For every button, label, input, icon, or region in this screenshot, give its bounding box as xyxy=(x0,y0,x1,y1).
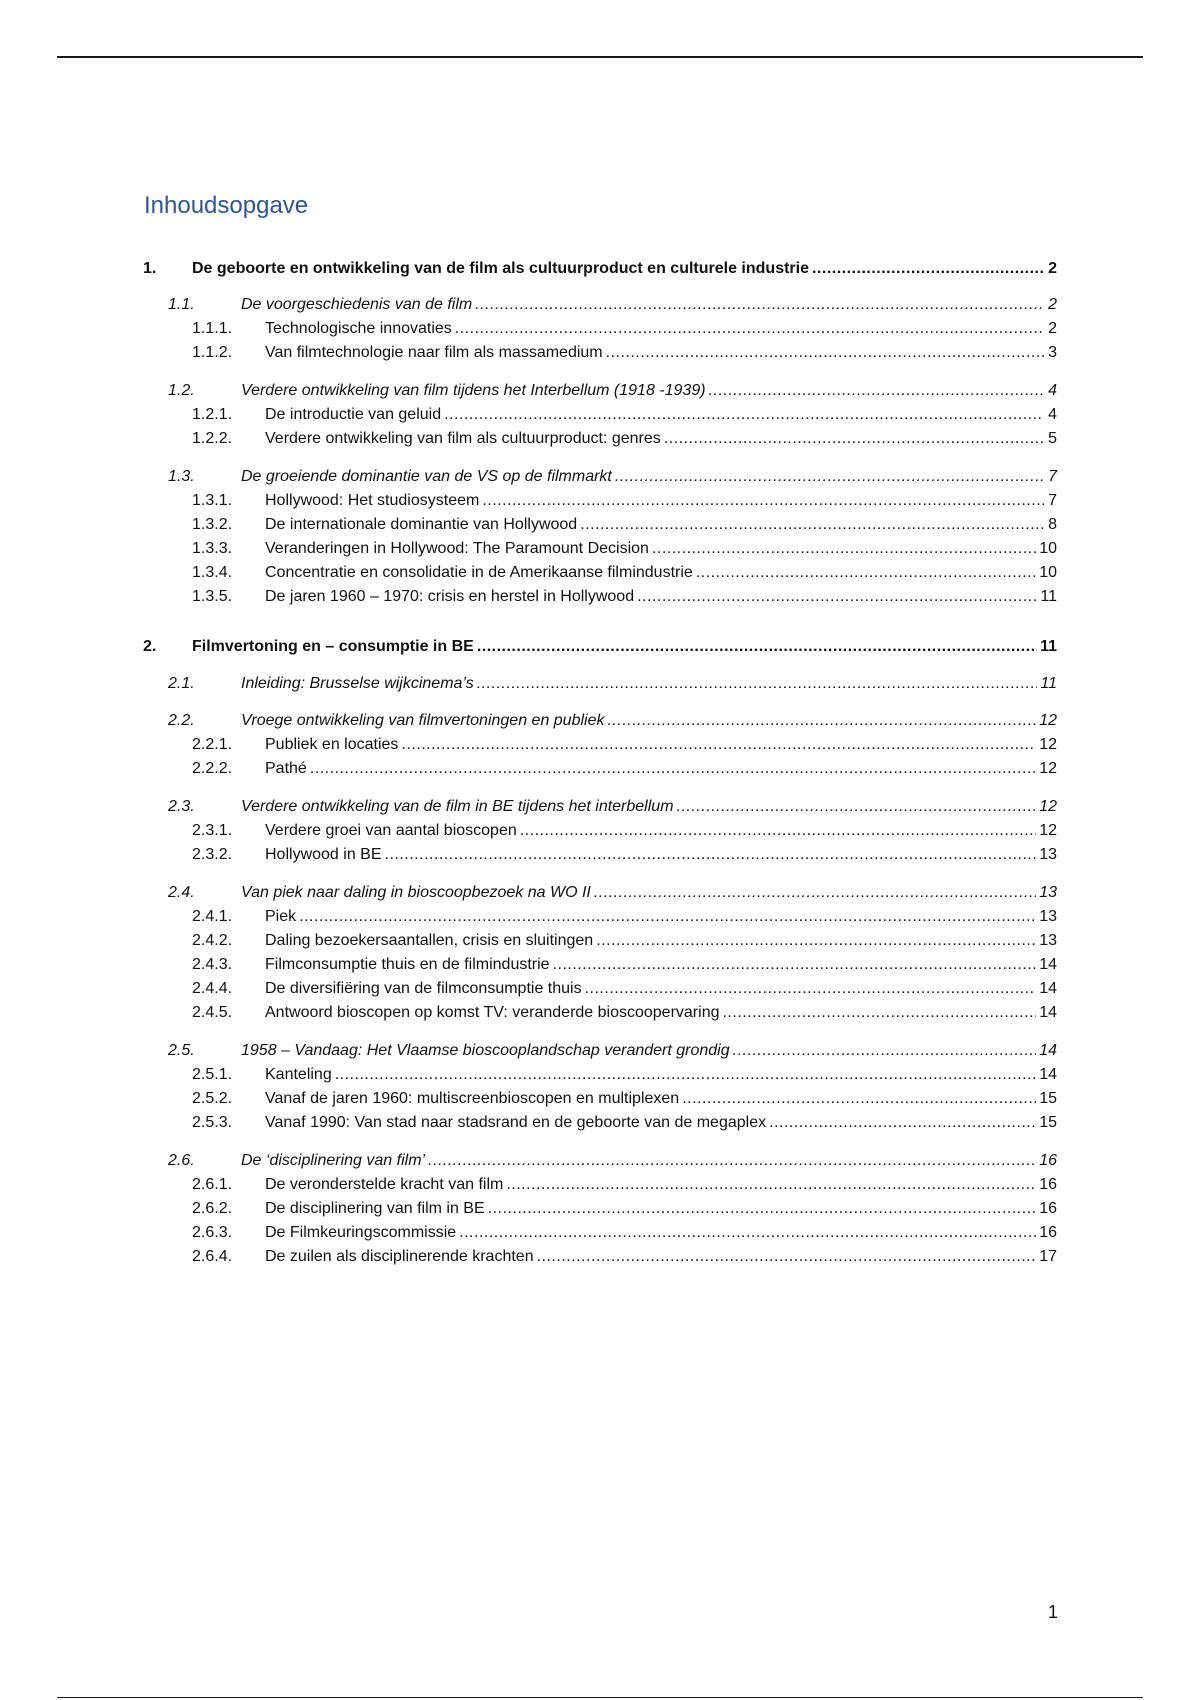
toc-entry-title: De Filmkeuringscommissie xyxy=(265,1224,457,1241)
toc-entry[interactable] xyxy=(0,758,1200,780)
toc-entry-number: 2.4.3. xyxy=(192,956,233,973)
toc-entry[interactable] xyxy=(0,466,1200,488)
toc-entry-number: 1.3.5. xyxy=(192,588,233,605)
dot-leader xyxy=(733,1040,1037,1062)
toc-entry-title: Verdere groei van aantal bioscopen xyxy=(265,822,517,839)
toc-entry[interactable] xyxy=(0,636,1200,658)
toc-entry-page: 13 xyxy=(1039,884,1057,901)
footer-rule xyxy=(57,1697,1143,1698)
toc-entry[interactable] xyxy=(0,514,1200,536)
toc-entry-title: De veronderstelde kracht van film xyxy=(265,1176,504,1193)
toc-entry-title: De voorgeschiedenis van de film xyxy=(241,296,473,313)
toc-entry-number: 1.1.1. xyxy=(192,320,233,337)
toc-entry-page: 13 xyxy=(1039,932,1057,949)
toc-entry-number: 2.2. xyxy=(168,712,195,729)
toc-entry-title: Verdere ontwikkeling van film tijdens het Interbellum (1918 -1939) xyxy=(241,382,706,399)
toc-entry-title: Kanteling xyxy=(265,1066,332,1083)
toc-entry-number: 2.4. xyxy=(168,884,195,901)
toc-entry-number: 1.2. xyxy=(168,382,195,399)
toc-entry[interactable] xyxy=(0,1150,1200,1172)
dot-leader xyxy=(477,636,1037,658)
dot-leader xyxy=(709,380,1044,402)
dot-leader xyxy=(335,1064,1036,1086)
toc-entry-title: De diversifiëring van de filmconsumptie thuis xyxy=(265,980,582,997)
toc-entry[interactable] xyxy=(0,978,1200,1000)
toc-entry[interactable] xyxy=(0,562,1200,584)
toc-entry-page: 15 xyxy=(1039,1114,1057,1131)
toc-entry-title: 1958 – Vandaag: Het Vlaamse bioscooplandschap verandert grondig xyxy=(241,1042,730,1059)
toc-entry-page: 2 xyxy=(1048,296,1057,313)
dot-leader xyxy=(310,758,1036,780)
toc-entry-page: 11 xyxy=(1040,588,1057,605)
toc-entry-title: Technologische innovaties xyxy=(265,320,452,337)
toc-entry[interactable] xyxy=(0,1198,1200,1220)
toc-entry[interactable] xyxy=(0,1040,1200,1062)
toc-entry[interactable] xyxy=(0,294,1200,316)
dot-leader xyxy=(553,954,1037,976)
toc-entry[interactable] xyxy=(0,538,1200,560)
toc-entry-page: 4 xyxy=(1048,406,1057,423)
toc-entry-title: De jaren 1960 – 1970: crisis en herstel in Hollywood xyxy=(265,588,635,605)
toc-entry-title: Vanaf 1990: Van stad naar stadsrand en de geboorte van de megaplex xyxy=(265,1114,767,1131)
toc-entry-number: 2.6. xyxy=(168,1152,195,1169)
dot-leader xyxy=(459,1222,1036,1244)
toc-entry-page: 5 xyxy=(1048,430,1057,447)
toc-entry-title: Verdere ontwikkeling van de film in BE tijdens het interbellum xyxy=(241,798,674,815)
toc-entry-page: 10 xyxy=(1039,540,1057,557)
dot-leader xyxy=(722,1002,1036,1024)
toc-entry[interactable] xyxy=(0,342,1200,364)
toc-entry-title: De geboorte en ontwikkeling van de film als cultuurproduct en culturele industrie xyxy=(192,260,809,277)
toc-entry[interactable] xyxy=(0,820,1200,842)
page-number: 1 xyxy=(1047,1602,1058,1622)
toc-entry-page: 16 xyxy=(1039,1176,1057,1193)
toc-entry-number: 1.3.1. xyxy=(192,492,233,509)
toc-entry-number: 1.2.2. xyxy=(192,430,233,447)
toc-entry-page: 15 xyxy=(1039,1090,1057,1107)
toc-entry-title: Antwoord bioscopen op komst TV: veranderde bioscoopervaring xyxy=(265,1004,720,1021)
toc-entry-page: 12 xyxy=(1039,736,1057,753)
dot-leader xyxy=(596,930,1036,952)
toc-entry-title: Pathé xyxy=(265,760,307,777)
toc-entry-page: 10 xyxy=(1039,564,1057,581)
dot-leader xyxy=(537,1246,1037,1268)
toc-entry[interactable] xyxy=(0,1112,1200,1134)
toc-entry-title: Filmconsumptie thuis en de filmindustrie xyxy=(265,956,550,973)
toc-entry-number: 2.5.2. xyxy=(192,1090,233,1107)
toc-entry-page: 14 xyxy=(1039,980,1057,997)
toc-entry-number: 1.2.1. xyxy=(192,406,233,423)
dot-leader xyxy=(682,1088,1036,1110)
toc-entry-number: 1.3.3. xyxy=(192,540,233,557)
toc-entry[interactable] xyxy=(0,954,1200,976)
toc-entry-number: 2.4.2. xyxy=(192,932,233,949)
dot-leader xyxy=(664,428,1044,450)
toc-entry[interactable] xyxy=(0,428,1200,450)
toc-entry-number: 1.1. xyxy=(168,296,195,313)
toc-entry-page: 11 xyxy=(1040,675,1057,692)
toc-entry-number: 2.5.3. xyxy=(192,1114,233,1131)
toc-entry[interactable] xyxy=(0,906,1200,928)
toc-entry-page: 16 xyxy=(1039,1152,1057,1169)
toc-entry-number: 2.1. xyxy=(168,675,195,692)
toc-entry-number: 2.6.4. xyxy=(192,1248,233,1265)
toc-entry-page: 14 xyxy=(1039,956,1057,973)
toc-entry-page: 13 xyxy=(1039,846,1057,863)
toc-entry-page: 14 xyxy=(1039,1042,1057,1059)
toc-entry-page: 3 xyxy=(1048,344,1057,361)
toc-entry-number: 2. xyxy=(143,638,157,655)
dot-leader xyxy=(299,906,1036,928)
toc-entry[interactable] xyxy=(0,734,1200,756)
toc-entry[interactable] xyxy=(0,490,1200,512)
toc-entry-number: 1.3.4. xyxy=(192,564,233,581)
dot-leader xyxy=(696,562,1036,584)
toc-entry[interactable] xyxy=(0,1088,1200,1110)
dot-leader xyxy=(585,978,1037,1000)
dot-leader xyxy=(769,1112,1036,1134)
dot-leader xyxy=(607,710,1036,732)
toc-entry-page: 7 xyxy=(1048,492,1057,509)
toc-entry-page: 13 xyxy=(1039,908,1057,925)
toc-entry[interactable] xyxy=(0,1222,1200,1244)
toc-entry-page: 2 xyxy=(1048,320,1057,337)
dot-leader xyxy=(506,1174,1036,1196)
toc-entry-number: 2.5.1. xyxy=(192,1066,233,1083)
toc-entry-number: 2.3.2. xyxy=(192,846,233,863)
dot-leader xyxy=(677,796,1037,818)
toc-entry-page: 16 xyxy=(1039,1224,1057,1241)
toc-entry-number: 2.3.1. xyxy=(192,822,233,839)
toc-entry-page: 7 xyxy=(1048,468,1057,485)
toc-entry-title: De internationale dominantie van Hollywood xyxy=(265,516,578,533)
dot-leader xyxy=(637,586,1037,608)
toc-entry-page: 11 xyxy=(1040,638,1057,655)
toc-entry-page: 12 xyxy=(1039,822,1057,839)
toc-entry-page: 12 xyxy=(1039,798,1057,815)
toc-entry-number: 2.2.2. xyxy=(192,760,233,777)
toc-entry[interactable] xyxy=(0,796,1200,818)
dot-leader xyxy=(615,466,1044,488)
toc-entry-page: 12 xyxy=(1039,712,1057,729)
toc-entry-title: Publiek en locaties xyxy=(265,736,399,753)
toc-entry[interactable] xyxy=(0,380,1200,402)
toc-entry[interactable] xyxy=(0,673,1200,695)
toc-entry-title: Filmvertoning en – consumptie in BE xyxy=(192,638,474,655)
dot-leader xyxy=(482,490,1044,512)
toc-entry[interactable] xyxy=(0,1002,1200,1024)
toc-entry[interactable] xyxy=(0,930,1200,952)
toc-entry-page: 16 xyxy=(1039,1200,1057,1217)
toc-title: Inhoudsopgave xyxy=(144,192,309,219)
toc-entry-page: 2 xyxy=(1048,260,1057,277)
header-rule xyxy=(57,56,1143,58)
toc-entry-number: 2.3. xyxy=(168,798,195,815)
toc-entry-title: Van piek naar daling in bioscoopbezoek na WO II xyxy=(241,884,591,901)
toc-entry-page: 8 xyxy=(1048,516,1057,533)
toc-entry-number: 2.4.5. xyxy=(192,1004,233,1021)
toc-entry-number: 2.4.4. xyxy=(192,980,233,997)
toc-entry[interactable] xyxy=(0,586,1200,608)
dot-leader xyxy=(812,258,1044,280)
dot-leader xyxy=(488,1198,1037,1220)
toc-entry-title: De zuilen als disciplinerende krachten xyxy=(265,1248,534,1265)
dot-leader xyxy=(428,1150,1036,1172)
toc-entry-title: Concentratie en consolidatie in de Amerikaanse filmindustrie xyxy=(265,564,693,581)
toc-entry-title: Vanaf de jaren 1960: multiscreenbioscopen en multiplexen xyxy=(265,1090,680,1107)
toc-entry-title: De introductie van geluid xyxy=(265,406,442,423)
toc-entry-number: 2.2.1. xyxy=(192,736,233,753)
toc-entry-title: Veranderingen in Hollywood: The Paramount Decision xyxy=(265,540,649,557)
dot-leader xyxy=(606,342,1044,364)
toc-entry[interactable] xyxy=(0,844,1200,866)
toc-entry-number: 1.1.2. xyxy=(192,344,233,361)
toc-entry-title: Vroege ontwikkeling van filmvertoningen en publiek xyxy=(241,712,605,729)
toc-entry-page: 14 xyxy=(1039,1066,1057,1083)
dot-leader xyxy=(594,882,1036,904)
toc-entry-title: Hollywood: Het studiosysteem xyxy=(265,492,480,509)
toc-entry-page: 14 xyxy=(1039,1004,1057,1021)
toc-entry-page: 4 xyxy=(1048,382,1057,399)
toc-entry-title: Verdere ontwikkeling van film als cultuurproduct: genres xyxy=(265,430,661,447)
toc-entry[interactable] xyxy=(0,258,1200,280)
toc-entry-page: 17 xyxy=(1039,1248,1057,1265)
toc-entry-title: Van filmtechnologie naar film als massamedium xyxy=(265,344,603,361)
toc-entry-title: Hollywood in BE xyxy=(265,846,382,863)
dot-leader xyxy=(401,734,1036,756)
toc-entry[interactable] xyxy=(0,1174,1200,1196)
toc-entry-number: 2.6.1. xyxy=(192,1176,233,1193)
toc-entry-title: De groeiende dominantie van de VS op de filmmarkt xyxy=(241,468,612,485)
toc-entry-number: 1. xyxy=(143,260,157,277)
dot-leader xyxy=(580,514,1044,536)
toc-entry[interactable] xyxy=(0,1246,1200,1268)
dot-leader xyxy=(444,404,1044,426)
toc-entry-title: Daling bezoekersaantallen, crisis en sluitingen xyxy=(265,932,594,949)
dot-leader xyxy=(455,318,1044,340)
toc-entry-title: De disciplinering van film in BE xyxy=(265,1200,485,1217)
toc-entry[interactable] xyxy=(0,882,1200,904)
toc-entry-number: 1.3. xyxy=(168,468,195,485)
dot-leader xyxy=(652,538,1036,560)
toc-entry-title: Piek xyxy=(265,908,297,925)
dot-leader xyxy=(520,820,1036,842)
toc-entry[interactable] xyxy=(0,318,1200,340)
dot-leader xyxy=(477,673,1038,695)
toc-entry-title: Inleiding: Brusselse wijkcinema’s xyxy=(241,675,474,692)
toc-entry-number: 2.6.3. xyxy=(192,1224,233,1241)
toc-entry[interactable] xyxy=(0,404,1200,426)
toc-entry-number: 1.3.2. xyxy=(192,516,233,533)
dot-leader xyxy=(475,294,1044,316)
toc-entry-title: De ‘disciplinering van film’ xyxy=(241,1152,426,1169)
toc-entry[interactable] xyxy=(0,710,1200,732)
dot-leader xyxy=(385,844,1037,866)
toc-entry-number: 2.4.1. xyxy=(192,908,233,925)
toc-entry-number: 2.6.2. xyxy=(192,1200,233,1217)
toc-entry-number: 2.5. xyxy=(168,1042,195,1059)
toc-entry-page: 12 xyxy=(1039,760,1057,777)
toc-entry[interactable] xyxy=(0,1064,1200,1086)
